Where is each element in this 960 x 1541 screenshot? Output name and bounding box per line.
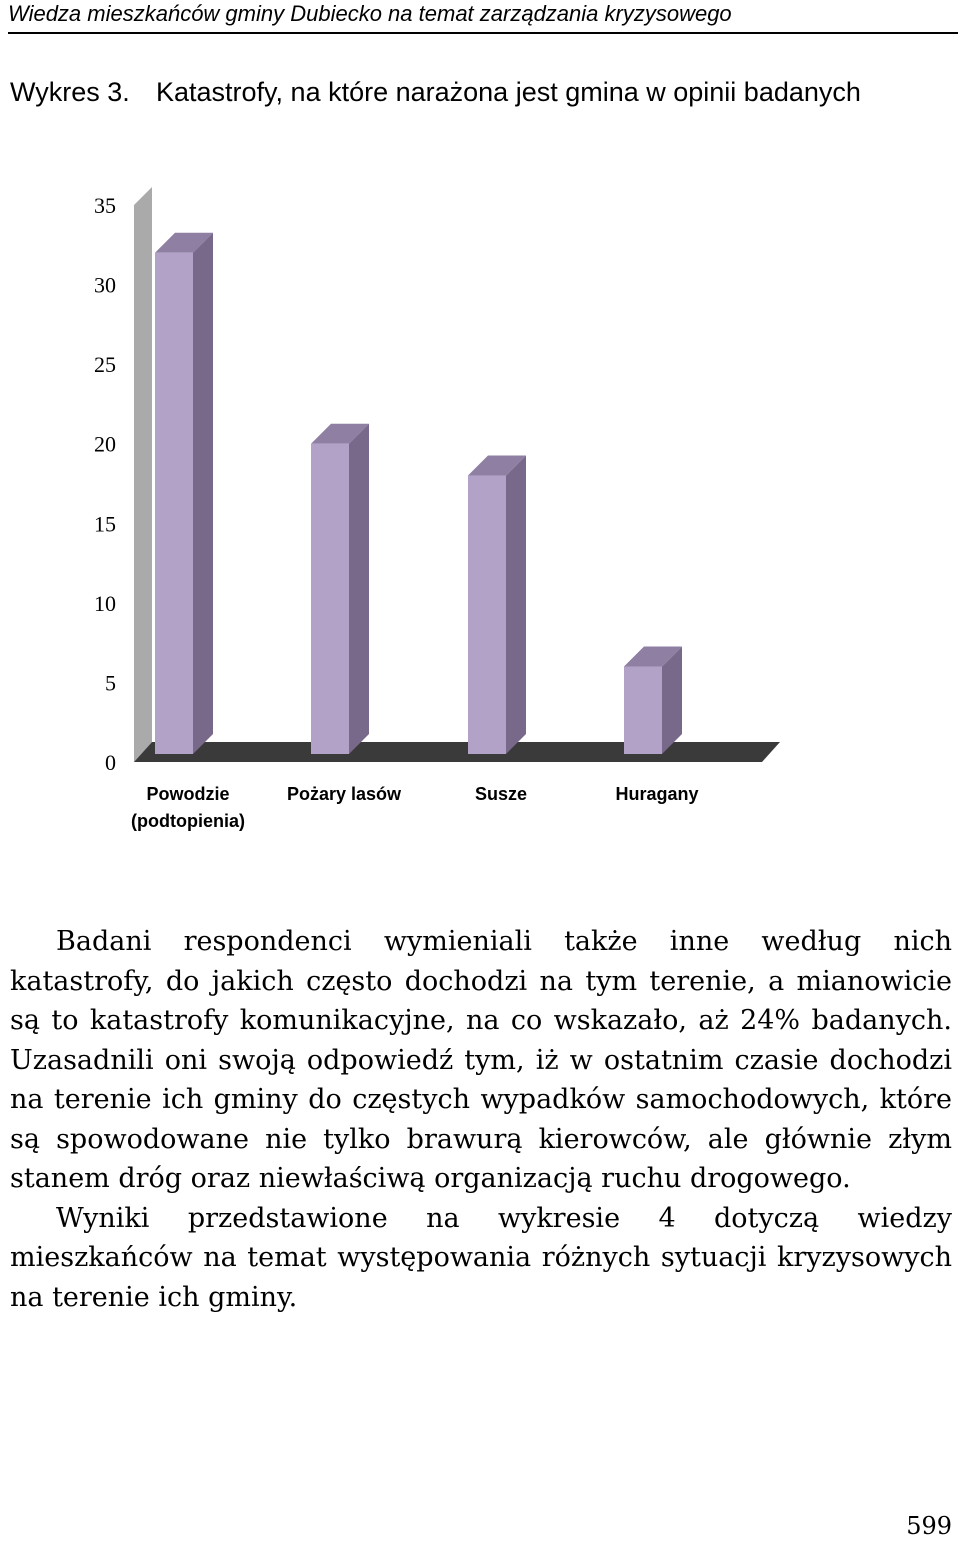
bar-side (349, 424, 369, 754)
y-tick-label: 0 (105, 750, 116, 775)
page-number: 599 (906, 1512, 952, 1540)
figure-label: Wykres 3. (10, 77, 130, 107)
bar-side (193, 233, 213, 754)
y-tick-label: 20 (94, 431, 116, 457)
chart-floor (134, 742, 780, 762)
running-head: Wiedza mieszkańców gminy Dubiecko na temat zarządzania kryzysowego (8, 0, 958, 34)
bar-side (506, 456, 526, 754)
bar (311, 444, 349, 754)
body-text (10, 922, 952, 1317)
y-tick-label: 30 (94, 272, 116, 298)
bar-chart (0, 160, 960, 880)
y-tick-label: 5 (105, 670, 116, 696)
x-tick-label: Powodzie (podtopienia) (131, 784, 245, 831)
bar (468, 476, 506, 754)
bar (155, 253, 193, 754)
chart-wall (134, 187, 152, 762)
y-tick-label: 35 (94, 193, 116, 218)
figure-title: Katastrofy, na które narażona jest gmina w opinii badanych (156, 77, 861, 107)
paragraph-2: Wyniki przedstawione na wykresie 4 dotyczą wiedzy mieszkańców na temat występowania różnych sytuacji kryzysowych na terenie ich gminy. (10, 1202, 952, 1313)
x-tick-label: Huragany (615, 784, 699, 804)
y-tick-label: 10 (94, 590, 116, 616)
figure-caption (10, 74, 876, 111)
y-tick-label: 25 (94, 352, 116, 378)
y-tick-label: 15 (94, 511, 116, 537)
x-tick-label: Susze (474, 784, 528, 804)
x-tick-label: Pożary lasów (286, 784, 402, 804)
paragraph-1: Badani respondenci wymieniali także inne według nich katastrofy, do jakich często dochodzi na tym terenie, a mianowicie są to katastrofy komunikacyjne, na co wskazało, aż 24% badanych. Uzasadnili oni swoją odpowiedź tym, iż w ostatnim czasie dochodzi na terenie ich gminy do częstych wypadków samochodowych, które są spowodowane nie tylko brawurą kierowców, ale głównie złym stanem dróg oraz niewłaściwą organizacją ruchu drogowego. (10, 926, 952, 1194)
bar (624, 667, 662, 754)
